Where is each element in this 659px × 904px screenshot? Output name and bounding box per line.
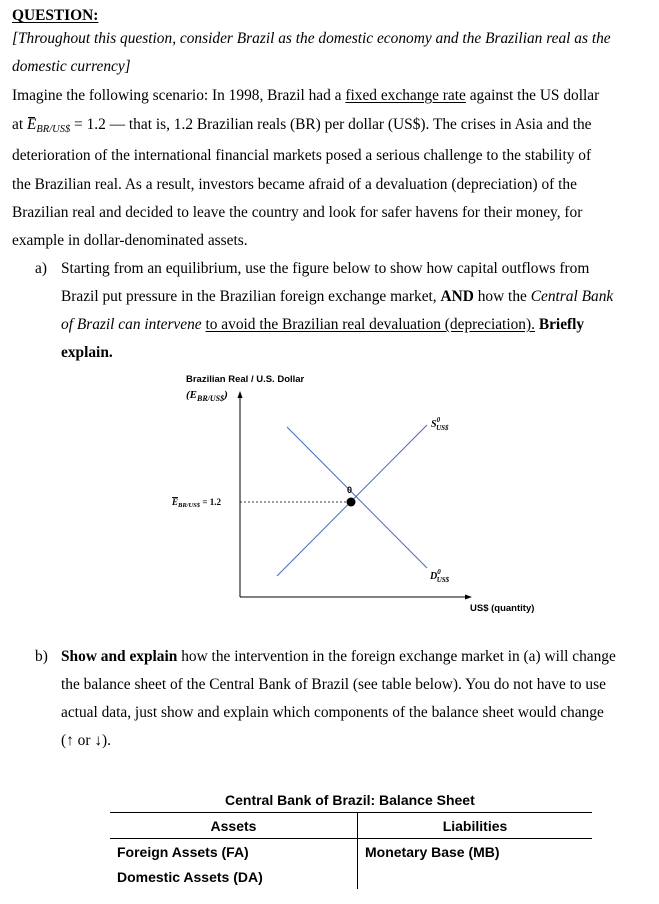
part-b-line-3: actual data, just show and explain which components of the balance sheet would change [61,704,604,721]
part-b-show-explain: Show and explain [61,648,178,665]
equilibrium-label: 0 [347,485,353,495]
part-a-label: a) [35,260,47,277]
part-a-line-1: Starting from an equilibrium, use the figure below to show how capital outflows from [61,260,590,277]
asset-domestic: Domestic Assets (DA) [110,864,358,889]
scenario-line-2 [12,116,592,135]
part-b-line-2: the balance sheet of the Central Bank of Brazil (see table below). You do not have to use [61,676,606,693]
asset-foreign: Foreign Assets (FA) [110,839,358,865]
intro-line-1: [Throughout this question, consider Brazil as the domestic economy and the Brazilian real as the [12,30,611,47]
part-a-and: AND [440,288,474,305]
scenario-line-6: example in dollar-denominated assets. [12,232,248,249]
part-a-intervene: of Brazil can intervene [61,316,202,333]
part-a-line-3 [61,316,584,334]
part-a-avoid-devaluation: to avoid the Brazilian real devaluation (depreciation). [205,316,535,333]
assets-header: Assets [110,813,358,839]
y-axis-variable: $(E_{BR/US\$})$ [186,389,228,403]
demand-curve [287,427,427,568]
supply-label: $S^0$ US$ [431,416,449,432]
question-heading: QUESTION: [12,7,99,24]
liability-empty [358,864,593,889]
part-a-line-4: explain. [61,344,113,361]
part-a-text: Brazil put pressure in the Brazilian foreign exchange market, [61,288,441,305]
e-bar-subscript: BR/US$ [36,124,71,135]
fixed-exchange-rate-link: fixed exchange rate [345,87,466,104]
scenario-text: against the US dollar [465,87,600,104]
part-b-line-1 [61,648,616,666]
part-b-text: how the intervention in the foreign exchange market in (a) will change [177,648,616,665]
part-a-line-2 [61,288,613,306]
liability-monetary-base: Monetary Base (MB) [365,843,500,860]
fixed-rate-label: $E_{BR/US\$} = 1.2$ [172,497,221,509]
y-axis-arrow [238,391,243,398]
scenario-line-4: the Brazilian real. As a result, investors became afraid of a devaluation (depreciation) of the [12,176,577,193]
scenario-text: Imagine the following scenario: In 1998, Brazil had a [12,87,346,104]
equilibrium-point [347,498,356,507]
scenario-line-3: deterioration of the international financial markets posed a serious challenge to the stability of [12,147,592,164]
liabilities-header: Liabilities [358,813,593,839]
demand-label: $D^0$ US$ [430,568,450,584]
part-a-text: how the [473,288,531,305]
balance-sheet-title: Central Bank of Brazil: Balance Sheet [225,792,475,808]
part-a-briefly: Briefly [534,316,585,333]
x-axis-arrow [465,595,472,600]
part-a-central-bank: Central Bank [530,288,614,305]
scenario-line-1 [12,87,599,105]
fx-market-figure [0,360,659,620]
scenario-text: = 1.2 — that is, 1.2 Brazilian reals (BR) per dollar (US$). The crises in Asia and the [70,116,592,133]
scenario-line-5: Brazilian real and decided to leave the country and look for safer havens for their money, for [12,204,583,221]
balance-sheet-table [110,812,592,889]
y-axis-title: Brazilian Real / U.S. Dollar [186,374,305,385]
part-b-line-4: (↑ or ↓). [61,732,112,749]
intro-line-2: domestic currency] [12,58,131,75]
x-axis-title: US$ (quantity) [470,603,535,614]
scenario-text: at [12,116,27,133]
e-bar-symbol: E [26,116,37,133]
part-b-label: b) [35,648,48,665]
